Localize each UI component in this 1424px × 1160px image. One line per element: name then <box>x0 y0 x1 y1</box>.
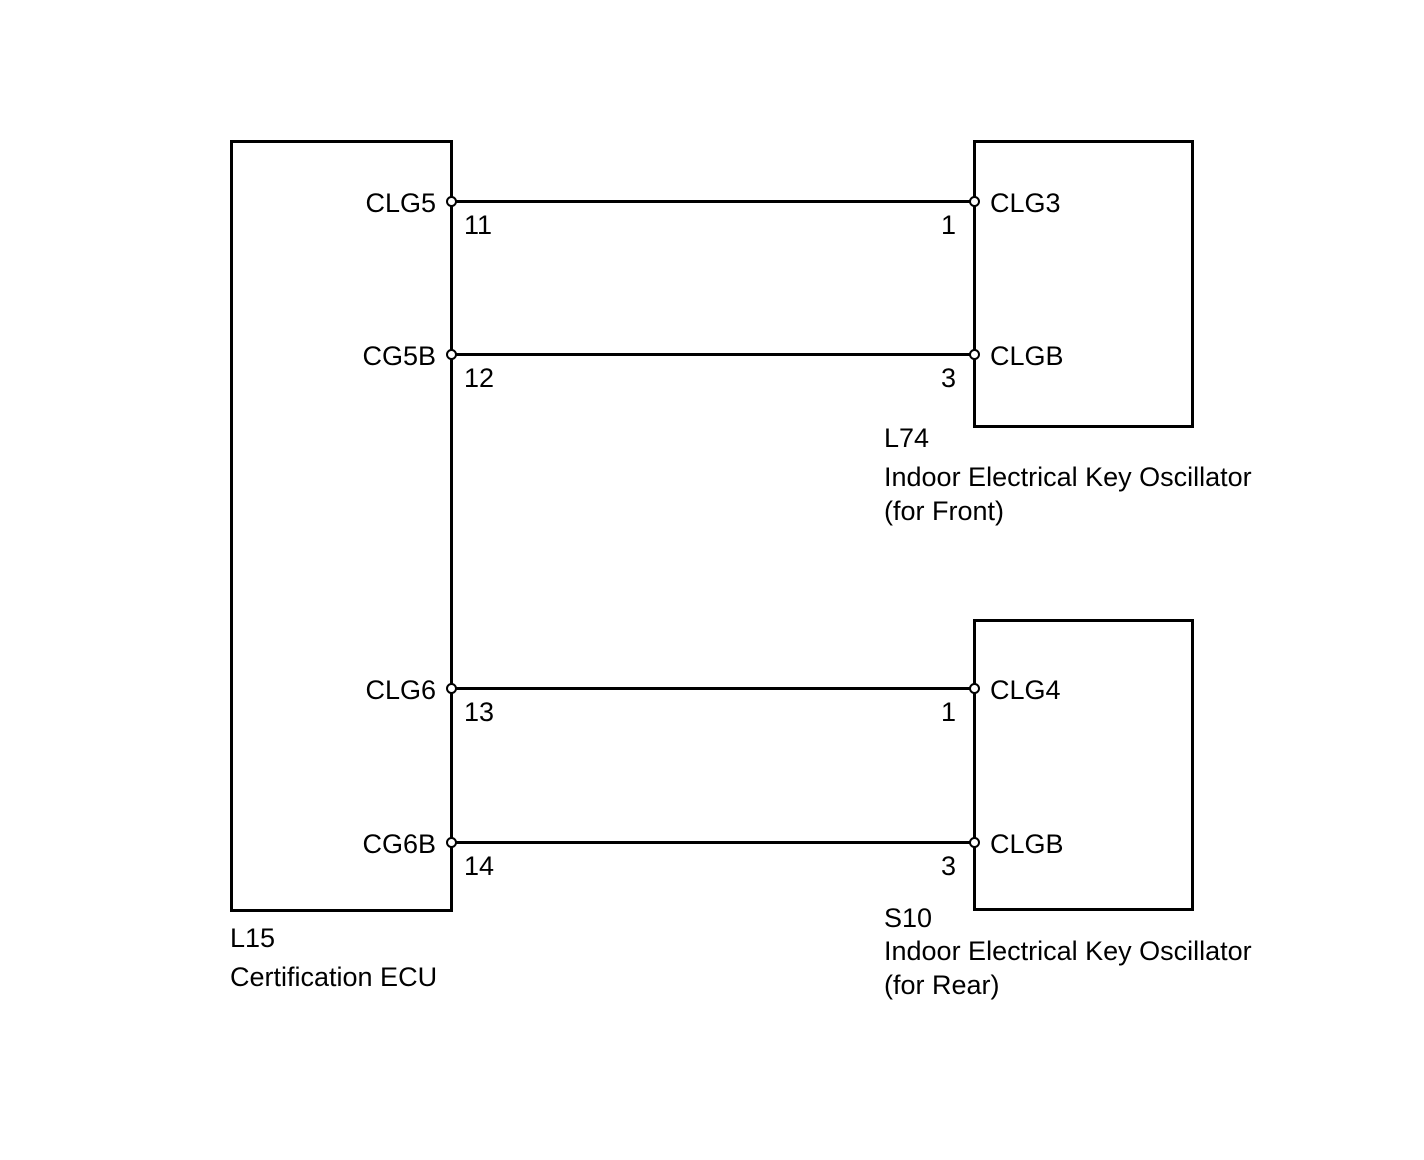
terminal-front-3 <box>969 349 980 360</box>
signal-label-clg4: CLG4 <box>990 675 1061 705</box>
pin-number-ecu-14: 14 <box>464 851 495 881</box>
pin-number-rear-1: 1 <box>940 697 956 727</box>
pin-number-ecu-12: 12 <box>464 363 495 393</box>
signal-label-cg5b: CG5B <box>362 341 436 371</box>
component-box-certification-ecu <box>230 140 453 912</box>
signal-label-clgb-rear: CLGB <box>990 829 1064 859</box>
wire-clg5-clg3 <box>451 200 975 203</box>
signal-label-clgb-front: CLGB <box>990 341 1064 371</box>
pin-number-front-3: 3 <box>940 363 956 393</box>
component-name-rear-oscillator-line2: (for Rear) <box>884 970 1000 1000</box>
signal-label-clg6: CLG6 <box>365 675 436 705</box>
component-name-front-oscillator-line2: (for Front) <box>884 496 1005 526</box>
component-code-l74: L74 <box>884 423 930 453</box>
terminal-front-1 <box>969 196 980 207</box>
wire-cg6b-clgb-rear <box>451 841 975 844</box>
signal-label-cg6b: CG6B <box>362 829 436 859</box>
component-box-rear-oscillator <box>973 619 1194 911</box>
terminal-ecu-13 <box>446 683 457 694</box>
pin-number-rear-3: 3 <box>940 851 956 881</box>
pin-number-ecu-13: 13 <box>464 697 495 727</box>
terminal-rear-1 <box>969 683 980 694</box>
component-name-certification-ecu: Certification ECU <box>230 962 438 992</box>
signal-label-clg5: CLG5 <box>365 188 436 218</box>
terminal-ecu-11 <box>446 196 457 207</box>
signal-label-clg3: CLG3 <box>990 188 1061 218</box>
component-name-rear-oscillator-line1: Indoor Electrical Key Oscillator <box>884 936 1252 966</box>
component-code-l15: L15 <box>230 923 276 953</box>
terminal-rear-3 <box>969 837 980 848</box>
pin-number-front-1: 1 <box>940 210 956 240</box>
component-box-front-oscillator <box>973 140 1194 428</box>
wire-clg6-clg4 <box>451 687 975 690</box>
pin-number-ecu-11: 11 <box>464 210 493 240</box>
wire-cg5b-clgb-front <box>451 353 975 356</box>
terminal-ecu-12 <box>446 349 457 360</box>
component-code-s10: S10 <box>884 903 933 933</box>
terminal-ecu-14 <box>446 837 457 848</box>
component-name-front-oscillator-line1: Indoor Electrical Key Oscillator <box>884 462 1252 492</box>
